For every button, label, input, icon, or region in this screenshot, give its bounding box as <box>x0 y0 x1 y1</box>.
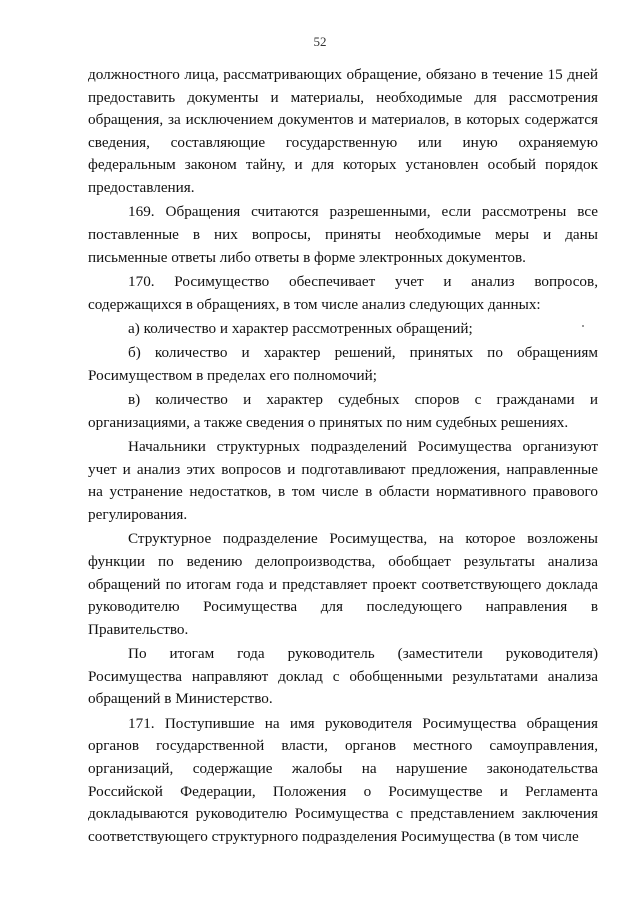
page-number: 52 <box>313 34 327 49</box>
paragraph-records-unit: Структурное подразделение Росимущества, на которое возложены функции по ведению делопроизводства, обобщает результаты анализа обращений по итогам года и представляет проект соответствующего доклада руководителю Росимущества для последующего направления в Правительство. <box>88 530 598 638</box>
paragraph-heads-of-units: Начальники структурных подразделений Росимущества организуют учет и анализ этих вопросов и подготавливают предложения, направленные на устранение недостатков, в том числе в области нормативного правового регулирования. <box>88 438 598 524</box>
paragraph-169: 169. Обращения считаются разрешенными, если рассмотрены все поставленные в них вопросы, приняты необходимые меры и даны письменные ответы либо ответы в форме электронных документов. <box>88 203 598 266</box>
list-item-b: б) количество и характер решений, принятых по обращениям Росимуществом в пределах его полномочий; <box>88 344 598 384</box>
paragraph-annual-report: По итогам года руководитель (заместители руководителя) Росимущества направляют доклад с обобщенными результатами анализа обращений в Министерство. <box>88 645 598 708</box>
list-item-v: в) количество и характер судебных споров с гражданами и организациями, а также сведения о принятых по ним судебных решениях. <box>88 391 598 431</box>
scan-speck <box>582 325 584 327</box>
paragraph-170: 170. Росимущество обеспечивает учет и анализ вопросов, содержащихся в обращениях, в том числе анализ следующих данных: <box>88 272 598 313</box>
document-body <box>88 64 598 850</box>
paragraph-171: 171. Поступившие на имя руководителя Росимущества обращения органов государственной власти, органов местного самоуправления, организаций, содержащие жалобы на нарушение законодательства Российской Федерации, Положения о Росимуществе и Регламента докладываются руководителю Росимущества с представлением заключения соответствующего структурного подразделения Росимущества (в том числе <box>88 714 598 845</box>
paragraph-continuation: должностного лица, рассматривающих обращение, обязано в течение 15 дней предоставить документы и материалы, необходимые для рассмотрения обращения, за исключением документов и материалов, в которых содержатся сведения, составляющие государственную или иную охраняемую федеральным законом тайну, и для которых установлен особый порядок предоставления. <box>88 66 598 196</box>
list-item-a: а) количество и характер рассмотренных обращений; <box>128 319 473 337</box>
